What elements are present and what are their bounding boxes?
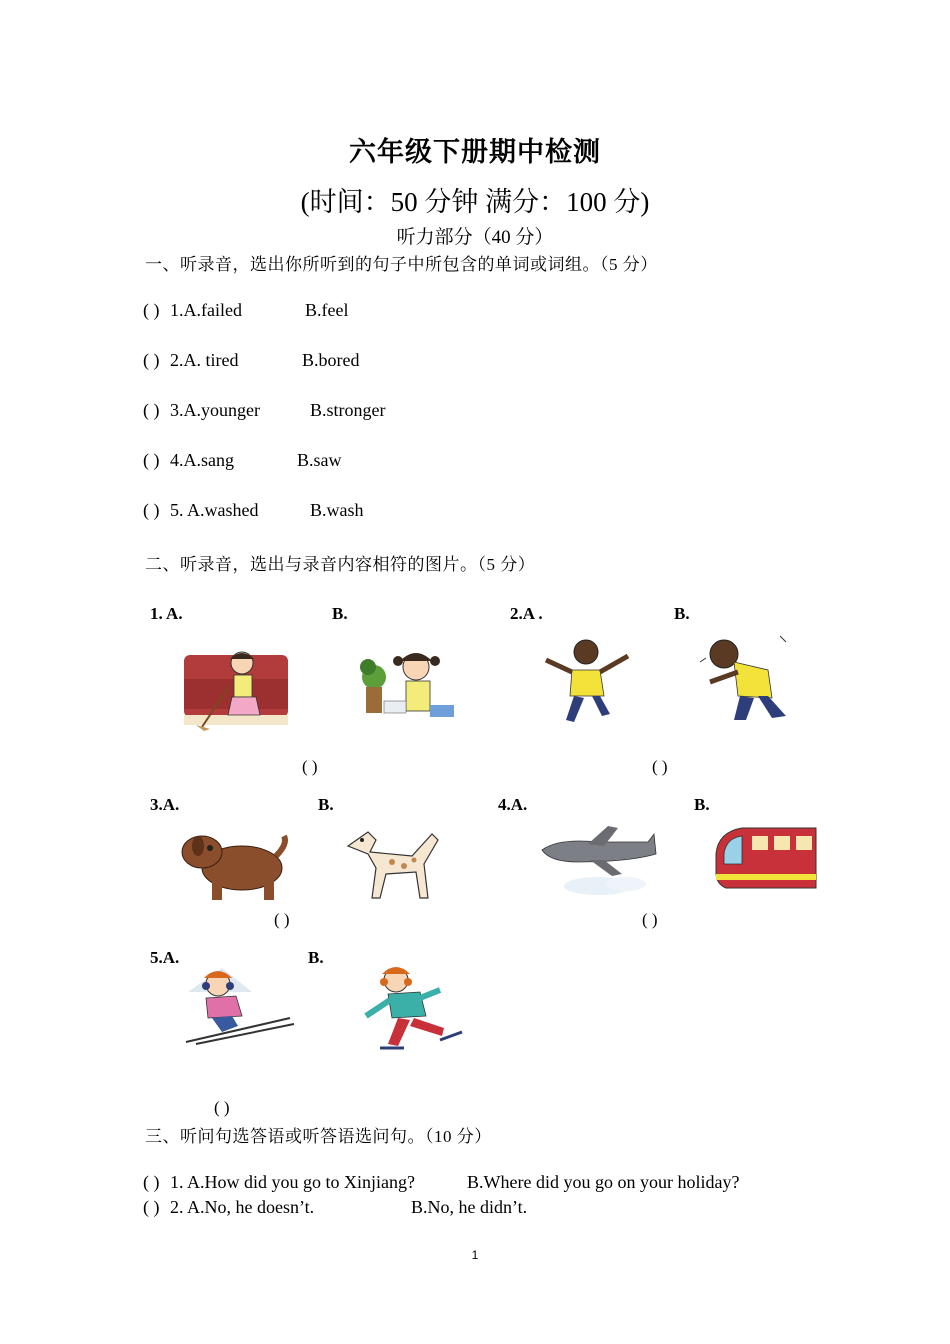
q2-1-label-a: 1. A.: [150, 604, 183, 623]
brown-dog-image[interactable]: [176, 826, 292, 904]
q1-5-option-b: B.wash: [310, 500, 364, 520]
q3-1-option-b: B.Where did you go on your holiday?: [467, 1172, 740, 1192]
q2-3-label-b: B.: [318, 795, 334, 814]
q2-2-answer-paren[interactable]: ( ): [652, 757, 668, 776]
q2-4-label-a: 4.A.: [498, 795, 528, 814]
boy-tired-image[interactable]: [694, 632, 792, 724]
q2-2-label-b: B.: [674, 604, 690, 623]
q1-1-option-a: 1.A.failed: [170, 300, 242, 320]
q1-2-option-b: B.bored: [302, 350, 360, 370]
section1-heading: 一、听录音，选出你所听到的句子中所包含的单词或词组。（5 分）: [145, 255, 658, 274]
q1-3-paren[interactable]: ( ): [143, 400, 160, 420]
q2-1-answer-paren[interactable]: ( ): [302, 757, 318, 776]
q1-4-paren[interactable]: ( ): [143, 450, 160, 470]
q3-1-option-a: 1. A.How did you go to Xinjiang?: [170, 1172, 415, 1192]
girl-watering-plant-image[interactable]: [360, 645, 456, 719]
q2-5-answer-paren[interactable]: ( ): [214, 1098, 230, 1117]
q1-3-option-b: B.stronger: [310, 400, 386, 420]
girl-sweeping-floor-image[interactable]: [182, 645, 290, 731]
q2-3-label-a: 3.A.: [150, 795, 180, 814]
q1-4-option-a: 4.A.sang: [170, 450, 234, 470]
q2-4-label-b: B.: [694, 795, 710, 814]
q2-1-label-b: B.: [332, 604, 348, 623]
q1-1-paren[interactable]: ( ): [143, 300, 160, 320]
spotted-dog-image[interactable]: [332, 822, 444, 902]
q1-3-option-a: 3.A.younger: [170, 400, 260, 420]
page-title: 六年级下册期中检测: [349, 137, 601, 167]
part-heading: 听力部分（40 分）: [396, 227, 554, 248]
q3-1-paren[interactable]: ( ): [143, 1172, 160, 1192]
page-number: 1: [471, 1248, 479, 1262]
q2-4-answer-paren[interactable]: ( ): [642, 910, 658, 929]
q2-3-answer-paren[interactable]: ( ): [274, 910, 290, 929]
boy-jumping-image[interactable]: [540, 636, 632, 726]
section2-heading: 二、听录音，选出与录音内容相符的图片。（5 分）: [145, 555, 536, 574]
q1-4-option-b: B.saw: [297, 450, 342, 470]
q1-5-paren[interactable]: ( ): [143, 500, 160, 520]
q2-2-label-a: 2.A .: [510, 604, 543, 623]
q3-2-paren[interactable]: ( ): [143, 1197, 160, 1217]
q1-5-option-a: 5. A.washed: [170, 500, 259, 520]
exam-info: (时间：50 分钟 满分：100 分): [300, 187, 650, 217]
q1-1-option-b: B.feel: [305, 300, 349, 320]
q3-2-option-b: B.No, he didn’t.: [411, 1197, 528, 1217]
q3-2-option-a: 2. A.No, he doesn’t.: [170, 1197, 315, 1217]
girl-skating-image[interactable]: [360, 962, 468, 1052]
section3-heading: 三、听问句选答语或听答语选问句。（10 分）: [145, 1127, 492, 1146]
train-image[interactable]: [712, 824, 818, 896]
q2-5-label-b: B.: [308, 948, 324, 967]
q1-2-option-a: 2.A. tired: [170, 350, 239, 370]
q2-5-label-a: 5.A.: [150, 948, 180, 967]
q1-2-paren[interactable]: ( ): [143, 350, 160, 370]
plane-image[interactable]: [538, 824, 658, 898]
girl-skiing-image[interactable]: [182, 962, 296, 1046]
